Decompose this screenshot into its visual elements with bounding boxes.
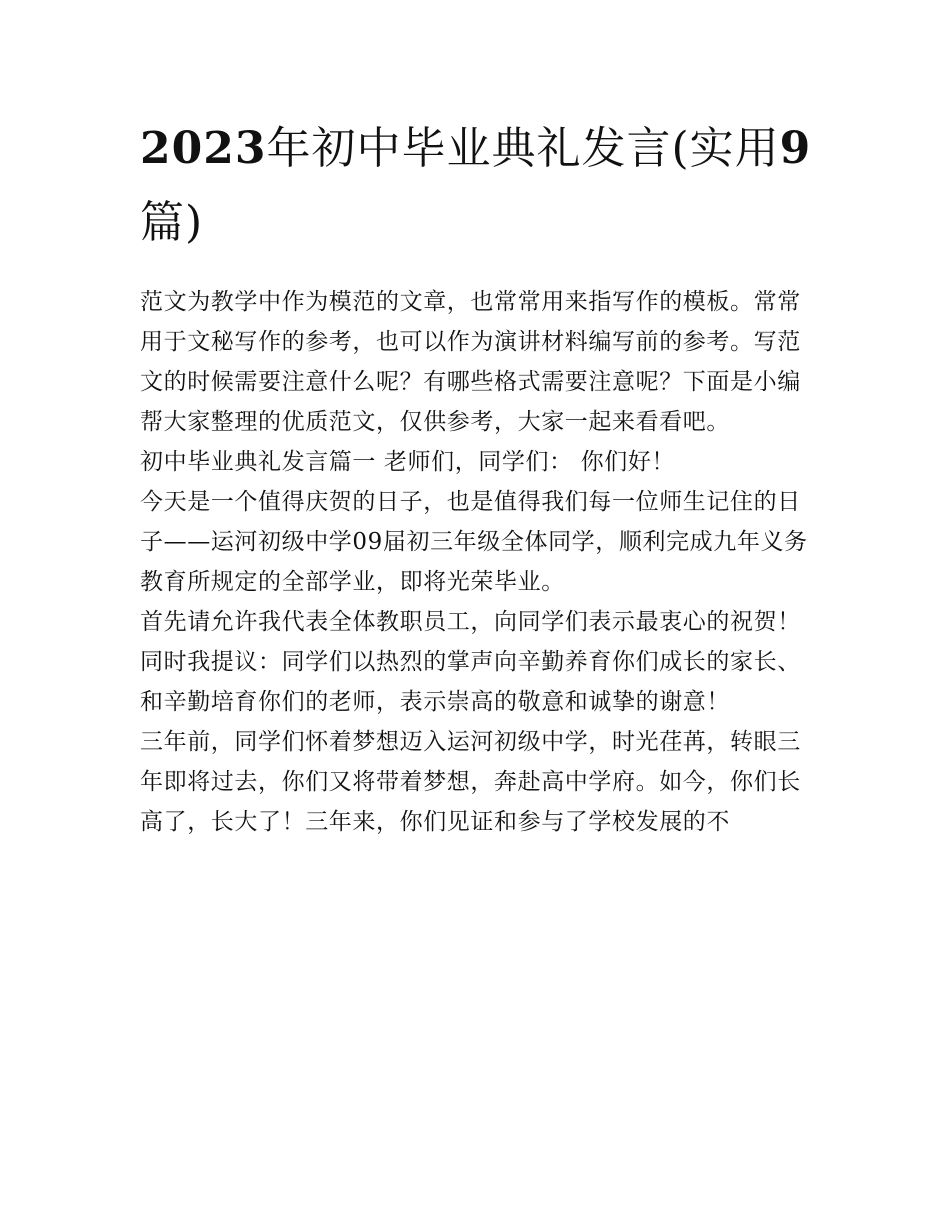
document-body <box>140 282 820 842</box>
paragraph-celebration: 今天是一个值得庆贺的日子，也是值得我们每一位师生记住的日子——运河初级中学09届初三年级全体同学，顺利完成九年义务教育所规定的全部学业，即将光荣毕业。 <box>140 489 808 595</box>
paragraph-three-years: 三年前，同学们怀着梦想迈入运河初级中学，时光荏苒，转眼三年即将过去，你们又将带着梦想，奔赴高中学府。如今，你们长高了，长大了！三年来，你们见证和参与了学校发展的不 <box>140 729 801 835</box>
document-page <box>140 112 820 842</box>
paragraph-congratulations: 首先请允许我代表全体教职员工，向同学们表示最衷心的祝贺！同时我提议：同学们以热烈的掌声向辛勤养育你们成长的家长、和辛勤培育你们的老师，表示崇高的敬意和诚挚的谢意！ <box>140 609 801 715</box>
paragraph-intro: 范文为教学中作为模范的文章，也常常用来指写作的模板。常常用于文秘写作的参考，也可以作为演讲材料编写前的参考。写范文的时候需要注意什么呢？有哪些格式需要注意呢？下面是小编帮大家整理的优质范文，仅供参考，大家一起来看看吧。 <box>140 289 801 435</box>
paragraph-greeting: 初中毕业典礼发言篇一 老师们，同学们： 你们好！ <box>140 449 676 475</box>
document-title: 2023年初中毕业典礼发言(实用9篇) <box>140 123 812 248</box>
